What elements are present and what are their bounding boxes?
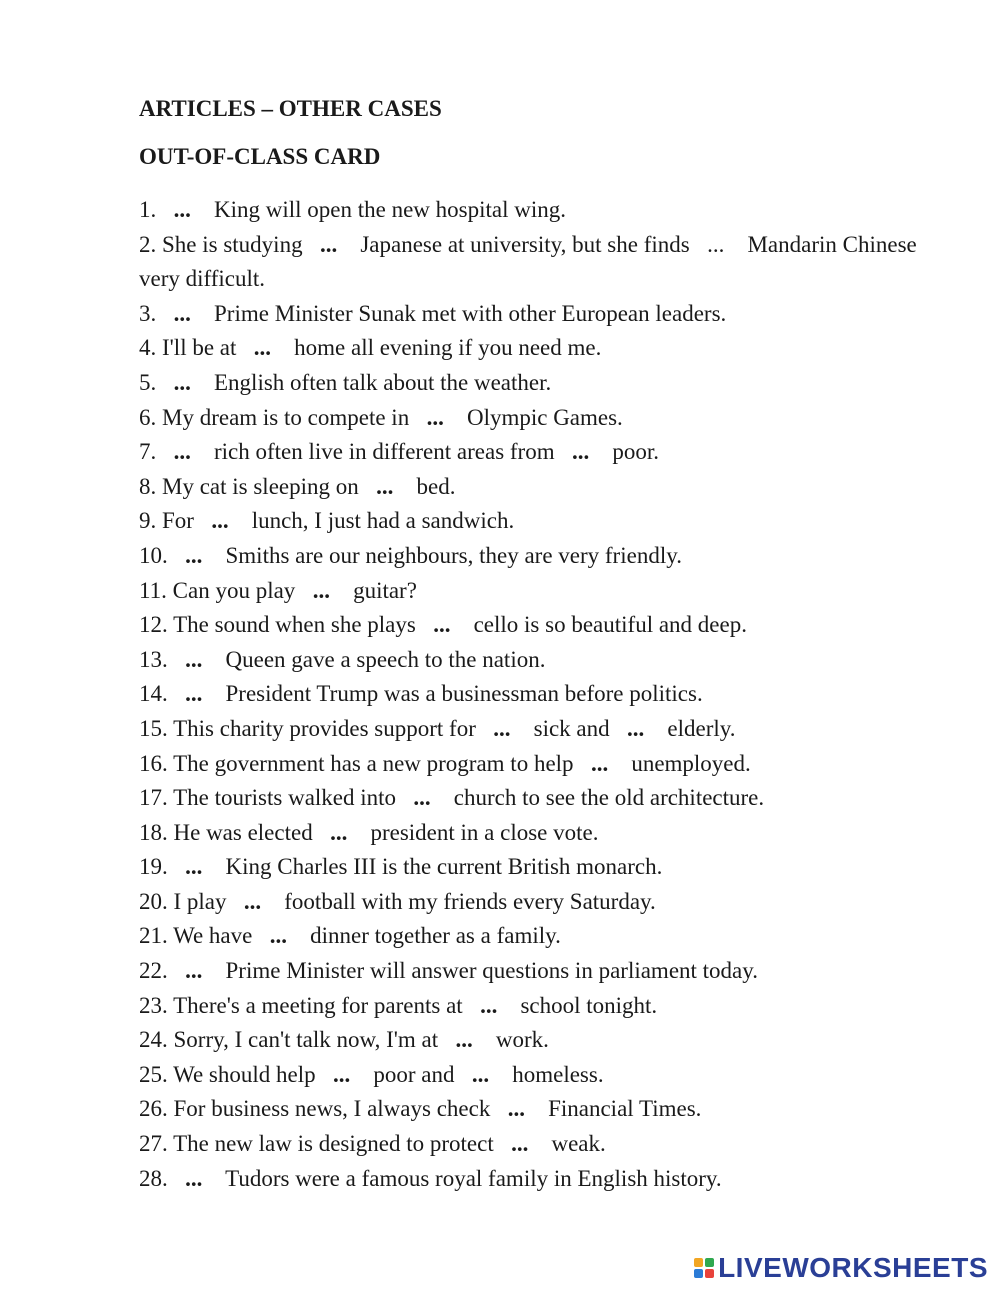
answer-blank[interactable]: ... [511, 1131, 529, 1157]
item-text: school tonight. [520, 992, 658, 1018]
logo-square-2 [705, 1258, 714, 1267]
item-text: Japanese at university, but she finds [360, 231, 690, 257]
exercise-item [139, 228, 939, 297]
item-text: We should help [173, 1061, 316, 1087]
item-number: 24. [139, 1027, 168, 1053]
exercise-item [139, 1092, 939, 1127]
item-text: bed. [416, 473, 456, 499]
item-number: 28. [139, 1165, 168, 1191]
item-number: 21. [139, 923, 168, 949]
exercise-item [139, 989, 939, 1024]
item-text: The sound when she plays [173, 612, 416, 638]
item-text: unemployed. [631, 750, 751, 776]
item-text: There's a meeting for parents at [173, 992, 463, 1018]
exercise-item [139, 816, 939, 851]
exercise-item [139, 919, 939, 954]
exercise-item [139, 747, 939, 782]
answer-blank[interactable]: ... [185, 854, 203, 880]
item-text: Financial Times. [548, 1096, 702, 1122]
item-text: football with my friends every Saturday. [284, 888, 656, 914]
exercise-item [139, 574, 939, 609]
answer-blank[interactable]: ... [590, 750, 609, 776]
item-text: dinner together as a family. [310, 923, 561, 949]
exercise-item [139, 435, 939, 470]
answer-blank[interactable]: ... [455, 1027, 473, 1053]
page-title: ARTICLES – OTHER CASES [139, 96, 442, 121]
item-text: elderly. [667, 715, 736, 741]
item-text: weak. [551, 1131, 606, 1157]
item-text: I'll be at [162, 335, 237, 361]
item-text: homeless. [512, 1061, 604, 1087]
item-text: My cat is sleeping on [162, 473, 359, 499]
exercise-item [139, 470, 939, 505]
exercise-item [139, 539, 939, 574]
item-text: For business news, I always check [173, 1096, 491, 1122]
answer-blank[interactable]: ... [707, 231, 725, 257]
item-text: Can you play [172, 577, 296, 603]
exercise-item [139, 954, 939, 989]
answer-blank[interactable]: ... [185, 958, 203, 984]
item-number: 1. [139, 197, 157, 222]
item-number: 9. [139, 508, 157, 534]
item-number: 15. [139, 715, 168, 741]
item-text: church to see the old architecture. [453, 785, 765, 811]
page-subtitle: OUT-OF-CLASS CARD [139, 144, 381, 169]
item-number: 25. [139, 1061, 168, 1087]
answer-blank[interactable]: ... [173, 369, 191, 395]
logo-square-1 [694, 1258, 703, 1267]
item-number: 4. [139, 335, 157, 361]
answer-blank[interactable]: ... [493, 715, 511, 741]
item-number: 7. [139, 439, 157, 465]
item-text: guitar? [353, 577, 417, 603]
answer-blank[interactable]: ... [319, 231, 338, 257]
item-text: President Trump was a businessman before politics. [225, 681, 703, 707]
exercise-item [139, 712, 939, 747]
exercise-item [139, 643, 939, 678]
answer-blank[interactable]: ... [571, 439, 590, 465]
answer-blank[interactable]: ... [185, 681, 203, 707]
item-number: 14. [139, 681, 168, 707]
item-number: 16. [139, 750, 168, 776]
exercise-item [139, 1162, 939, 1197]
answer-blank[interactable]: ... [332, 1061, 351, 1087]
item-number: 3. [139, 300, 157, 326]
item-text: He was elected [173, 819, 313, 845]
item-text: poor. [612, 439, 659, 465]
item-number: 5. [139, 369, 157, 395]
item-text: work. [495, 1027, 549, 1053]
item-text: King Charles III is the current British monarch. [225, 854, 663, 880]
item-text: Prime Minister will answer questions in parliament today. [225, 958, 759, 984]
item-text: Sorry, I can't talk now, I'm at [173, 1027, 439, 1053]
item-text: Prime Minister Sunak met with other European leaders. [214, 300, 727, 326]
exercise-item [139, 401, 939, 436]
answer-blank[interactable]: ... [211, 508, 229, 534]
item-text: My dream is to compete in [162, 404, 410, 430]
answer-blank[interactable]: ... [471, 1061, 490, 1087]
item-number: 10. [139, 542, 168, 568]
answer-blank[interactable]: ... [426, 404, 444, 430]
answer-blank[interactable]: ... [185, 646, 203, 672]
item-text: This charity provides support for [173, 715, 476, 741]
item-number: 12. [139, 612, 168, 638]
answer-blank[interactable]: ... [507, 1096, 525, 1122]
item-text: The government has a new program to help [173, 750, 574, 776]
item-number: 27. [139, 1131, 168, 1157]
item-text: president in a close vote. [370, 819, 599, 845]
item-number: 2. [139, 231, 157, 257]
item-text: rich often live in different areas from [214, 439, 555, 465]
item-number: 18. [139, 819, 168, 845]
item-number: 8. [139, 473, 157, 499]
answer-blank[interactable]: ... [173, 439, 191, 465]
item-text: poor and [373, 1061, 455, 1087]
item-number: 22. [139, 958, 168, 984]
item-text: lunch, I just had a sandwich. [251, 508, 515, 534]
item-number: 20. [139, 888, 168, 914]
item-text: She is studying [162, 231, 303, 257]
item-text: For [162, 508, 194, 534]
answer-blank[interactable]: ... [269, 923, 287, 949]
exercise-item [139, 297, 939, 332]
exercise-item [139, 781, 939, 816]
answer-blank[interactable]: ... [312, 577, 330, 603]
answer-blank[interactable]: ... [376, 473, 394, 499]
item-text: The new law is designed to protect [173, 1131, 494, 1157]
item-number: 23. [139, 992, 168, 1018]
footer-logo [694, 1252, 988, 1284]
exercise-item [139, 885, 939, 920]
answer-blank[interactable]: ... [173, 197, 191, 222]
item-text: Smiths are our neighbours, they are very friendly. [225, 542, 682, 568]
answer-blank[interactable]: ... [185, 542, 203, 568]
exercise-item [139, 366, 939, 401]
item-number: 11. [139, 577, 167, 603]
exercise-item [139, 1127, 939, 1162]
item-text: Mandarin Chinese very difficult. [139, 231, 917, 292]
item-text: sick and [533, 715, 610, 741]
logo-square-3 [694, 1269, 703, 1278]
item-text: We have [173, 923, 253, 949]
item-number: 17. [139, 785, 168, 811]
answer-blank[interactable]: ... [433, 612, 451, 638]
item-text: King will open the new hospital wing. [214, 197, 566, 222]
answer-blank[interactable]: ... [253, 335, 272, 361]
answer-blank[interactable]: ... [243, 888, 262, 914]
brand-name: LIVEWORKSHEETS [718, 1252, 988, 1283]
item-text: Olympic Games. [466, 404, 623, 430]
answer-blank[interactable]: ... [413, 785, 431, 811]
exercise-item [139, 608, 939, 643]
item-number: 26. [139, 1096, 168, 1122]
answer-blank[interactable]: ... [330, 819, 348, 845]
item-text: home all evening if you need me. [294, 335, 602, 361]
liveworksheets-logo-icon [694, 1258, 714, 1278]
item-number: 13. [139, 646, 168, 672]
answer-blank[interactable]: ... [627, 715, 645, 741]
answer-blank[interactable]: ... [173, 300, 191, 326]
item-text: I play [173, 888, 227, 914]
exercise-item [139, 1023, 939, 1058]
exercise-list [139, 193, 939, 1196]
item-number: 19. [139, 854, 168, 880]
item-text: cello is so beautiful and deep. [473, 612, 747, 638]
exercise-item [139, 504, 939, 539]
exercise-item [139, 850, 939, 885]
exercise-item [139, 677, 939, 712]
item-number: 6. [139, 404, 157, 430]
item-text: English often talk about the weather. [214, 369, 552, 395]
logo-square-4 [705, 1269, 714, 1278]
answer-blank[interactable]: ... [480, 992, 498, 1018]
answer-blank[interactable]: ... [185, 1165, 203, 1191]
item-text: The tourists walked into [173, 785, 397, 811]
item-text: Tudors were a famous royal family in English history. [225, 1165, 722, 1191]
exercise-item [139, 1058, 939, 1093]
exercise-item [139, 193, 939, 228]
exercise-item [139, 331, 939, 366]
item-text: Queen gave a speech to the nation. [225, 646, 546, 672]
